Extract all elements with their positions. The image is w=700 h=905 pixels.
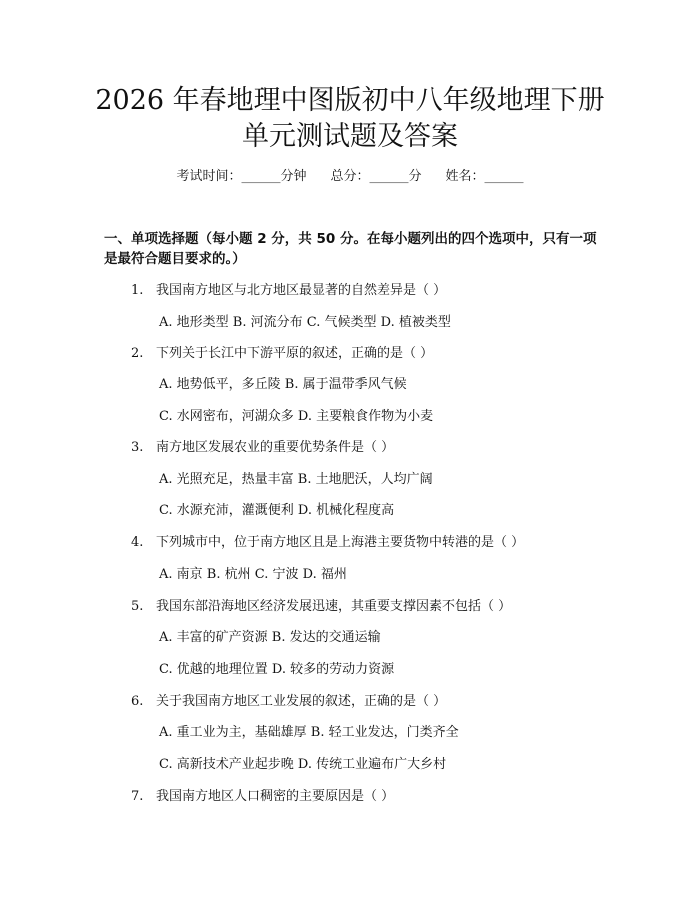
- question-5-options-line-1: A. 丰富的矿产资源 B. 发达的交通运输: [159, 630, 381, 645]
- question-number: 6.: [131, 694, 144, 709]
- total-score-field: 总分：______分: [330, 169, 422, 184]
- question-text: 关于我国南方地区工业发展的叙述，正确的是（ ）: [156, 694, 447, 709]
- question-text: 南方地区发展农业的重要优势条件是（ ）: [156, 440, 395, 455]
- exam-info-line: [0, 167, 700, 187]
- question-6-options-line-1: A. 重工业为主，基础雄厚 B. 轻工业发达，门类齐全: [159, 725, 459, 740]
- question-1-options-line-1: A. 地形类型 B. 河流分布 C. 气候类型 D. 植被类型: [159, 315, 451, 330]
- question-text: 下列城市中，位于南方地区且是上海港主要货物中转港的是（ ）: [156, 535, 525, 550]
- question-number: 1.: [131, 283, 144, 298]
- question-text: 我国东部沿海地区经济发展迅速，其重要支撑因素不包括（ ）: [156, 599, 512, 614]
- question-number: 3.: [131, 440, 144, 455]
- question-text: 我国南方地区与北方地区最显著的自然差异是（ ）: [156, 283, 447, 298]
- question-5: [131, 597, 511, 617]
- student-name-field: 姓名：______: [445, 169, 524, 184]
- question-2-options-line-2: C. 水网密布，河湖众多 D. 主要粮食作物为小麦: [159, 409, 434, 424]
- question-7: [131, 787, 394, 807]
- question-1: [131, 281, 446, 301]
- question-3-options-line-1: A. 光照充足，热量丰富 B. 土地肥沃，人均广阔: [159, 472, 433, 487]
- question-6-options-line-2: C. 高新技术产业起步晚 D. 传统工业遍布广大乡村: [159, 757, 447, 772]
- question-number: 5.: [131, 599, 144, 614]
- question-5-options-line-2: C. 优越的地理位置 D. 较多的劳动力资源: [159, 662, 395, 677]
- question-text: 下列关于长江中下游平原的叙述，正确的是（ ）: [156, 346, 434, 361]
- question-3-options-line-2: C. 水源充沛，灌溉便利 D. 机械化程度高: [159, 503, 395, 518]
- question-4-options-line-1: A. 南京 B. 杭州 C. 宁波 D. 福州: [159, 567, 347, 582]
- question-number: 7.: [131, 789, 144, 804]
- question-number: 2.: [131, 346, 144, 361]
- question-2: [131, 344, 433, 364]
- section-heading: 一、单项选择题（每小题 2 分，共 50 分。在每小题列出的四个选项中，只有一项是最符合题目要求的。）: [104, 231, 597, 267]
- question-4: [131, 533, 524, 553]
- question-3: [131, 438, 394, 458]
- question-2-options-line-1: A. 地势低平，多丘陵 B. 属于温带季风气候: [159, 377, 407, 392]
- question-6: [131, 692, 446, 712]
- question-number: 4.: [131, 535, 144, 550]
- exam-time-field: 考试时间：______分钟: [176, 169, 307, 184]
- question-text: 我国南方地区人口稠密的主要原因是（ ）: [156, 789, 395, 804]
- document-title: 2026 年春地理中图版初中八年级地理下册单元测试题及答案: [95, 85, 605, 152]
